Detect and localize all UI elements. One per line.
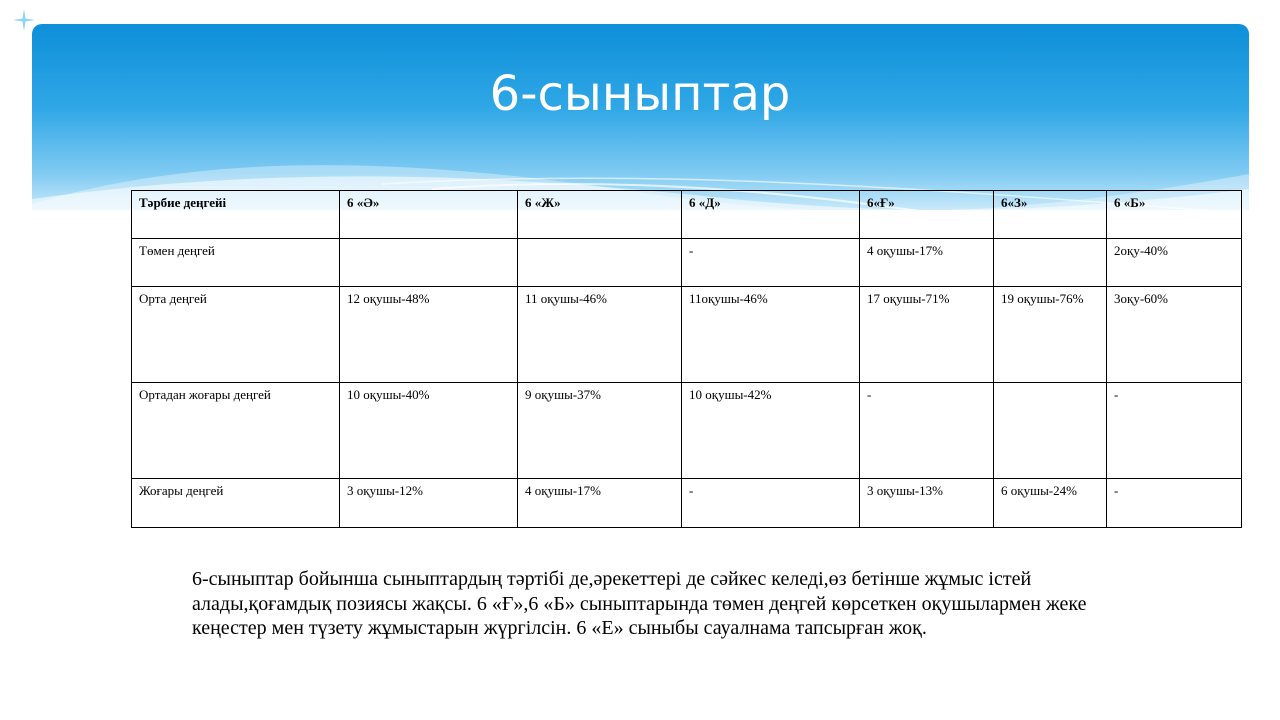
table-cell: 3оқу-60% [1107, 287, 1242, 383]
table-cell: - [860, 383, 994, 479]
header-cell: 6 «Ж» [518, 191, 682, 239]
header-cell: 6 «Ә» [340, 191, 518, 239]
table-cell: 3 оқушы-13% [860, 479, 994, 528]
table-cell: 3 оқушы-12% [340, 479, 518, 528]
table-cell [518, 239, 682, 287]
slide-title: 6-сыныптар [489, 66, 791, 122]
table-cell: 17 оқушы-71% [860, 287, 994, 383]
sparkle-icon [12, 8, 36, 32]
table-cell: - [682, 239, 860, 287]
upbringing-level-table [131, 190, 1242, 528]
table-cell: 19 оқушы-76% [994, 287, 1107, 383]
table-cell: Жоғары деңгей [132, 479, 340, 528]
table-cell [994, 383, 1107, 479]
table-cell: 6 оқушы-24% [994, 479, 1107, 528]
table-cell: - [1107, 479, 1242, 528]
table-cell: - [1107, 383, 1242, 479]
table-cell: - [682, 479, 860, 528]
table-header-row [132, 191, 1242, 239]
table-cell: 4 оқушы-17% [518, 479, 682, 528]
table-cell: 11 оқушы-46% [518, 287, 682, 383]
table-row [132, 239, 1242, 287]
table-row [132, 479, 1242, 528]
table-cell: Ортадан жоғары деңгей [132, 383, 340, 479]
table-cell [340, 239, 518, 287]
table-cell: 4 оқушы-17% [860, 239, 994, 287]
table-cell: Орта деңгей [132, 287, 340, 383]
summary-text: 6-сыныптар бойынша сыныптардың тәртібі де,әрекеттері де сәйкес келеді,өз бетінше жұмыс істей алады,қоғамдық позиясы жақсы. 6 «Ғ»,6 «Б» сыныптарында төмен деңгей көрсеткен оқушылармен жеке кеңестер мен түзету жұмыстарын жүргілсін. 6 «Е» сыныбы сауалнама тапсырған жоқ. [192, 568, 1087, 639]
table-cell [994, 239, 1107, 287]
table-cell: Төмен деңгей [132, 239, 340, 287]
table-cell: 2оқу-40% [1107, 239, 1242, 287]
table-cell: 10 оқушы-40% [340, 383, 518, 479]
header-cell: 6«З» [994, 191, 1107, 239]
table-row [132, 383, 1242, 479]
table-cell: 9 оқушы-37% [518, 383, 682, 479]
table-cell: 10 оқушы-42% [682, 383, 860, 479]
table-cell: 11оқушы-46% [682, 287, 860, 383]
header-cell: 6«Ғ» [860, 191, 994, 239]
table-row [132, 287, 1242, 383]
header-cell: 6 «Д» [682, 191, 860, 239]
table-cell: 12 оқушы-48% [340, 287, 518, 383]
header-cell: 6 «Б» [1107, 191, 1242, 239]
header-cell: Тәрбие деңгейі [132, 191, 340, 239]
